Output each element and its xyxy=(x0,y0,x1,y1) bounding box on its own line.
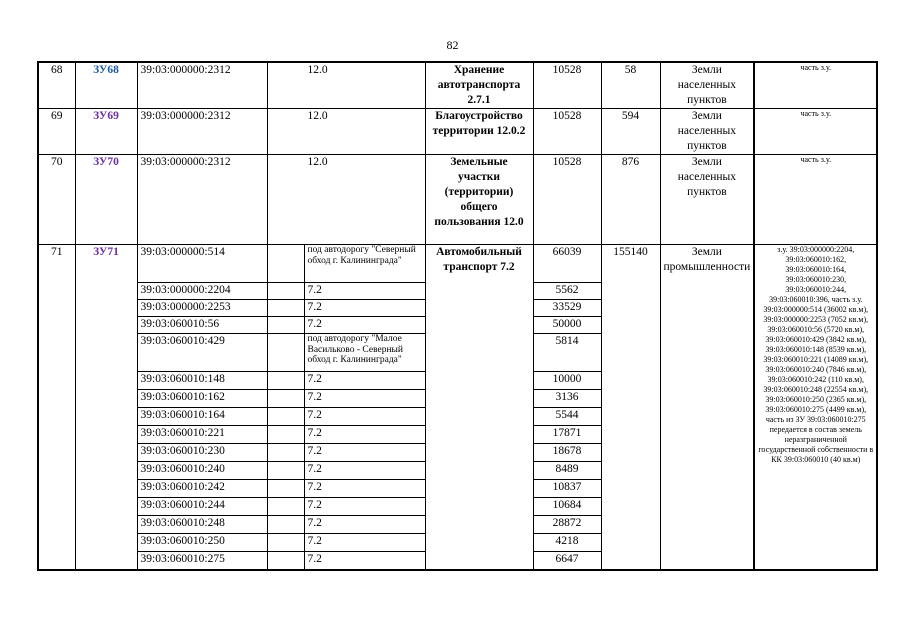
cadastral-number: 39:03:000000:2253 xyxy=(137,300,267,317)
row-number: 71 xyxy=(38,245,75,570)
purpose: Благоустройство территории 12.0.2 xyxy=(425,109,533,155)
spacer-cell xyxy=(267,552,304,570)
area: 10528 xyxy=(533,155,601,245)
page-number: 82 xyxy=(446,38,459,52)
note: часть з.у. xyxy=(754,155,877,245)
cadastral-number: 39:03:060010:240 xyxy=(137,462,267,480)
spacer-cell xyxy=(267,462,304,480)
cadastral-number: 39:03:000000:2312 xyxy=(137,109,267,155)
land-category: Земли промышленности xyxy=(660,245,754,570)
permitted-use: 12.0 xyxy=(267,109,425,155)
permitted-use: 7.2 xyxy=(304,480,425,498)
cadastral-number: 39:03:060010:162 xyxy=(137,390,267,408)
cadastral-number: 39:03:060010:244 xyxy=(137,498,267,516)
cadastral-number: 39:03:060010:429 xyxy=(137,334,267,372)
cadastral-number: 39:03:000000:2312 xyxy=(137,62,267,109)
permitted-use: 7.2 xyxy=(304,372,425,390)
table-row xyxy=(38,62,877,109)
note: часть з.у. xyxy=(754,62,877,109)
area: 10000 xyxy=(533,372,601,390)
cadastral-number: 39:03:060010:164 xyxy=(137,408,267,426)
permitted-use: 7.2 xyxy=(304,444,425,462)
part-area: 155140 xyxy=(601,245,660,570)
part-area: 594 xyxy=(601,109,660,155)
row-number: 69 xyxy=(38,109,75,155)
permitted-use: 7.2 xyxy=(304,283,425,300)
purpose: Хранение автотранспорта 2.7.1 xyxy=(425,62,533,109)
cadastral-number: 39:03:000000:2204 xyxy=(137,283,267,300)
permitted-use: под автодорогу "Северный обход г. Калининграда" xyxy=(304,245,425,283)
permitted-use: 7.2 xyxy=(304,300,425,317)
area: 5562 xyxy=(533,283,601,300)
permitted-use: 7.2 xyxy=(304,408,425,426)
land-category: Земли населенных пунктов xyxy=(660,109,754,155)
area: 4218 xyxy=(533,534,601,552)
note: часть з.у. xyxy=(754,109,877,155)
spacer-cell xyxy=(267,372,304,390)
permitted-use: 7.2 xyxy=(304,498,425,516)
spacer-cell xyxy=(267,516,304,534)
permitted-use: 7.2 xyxy=(304,462,425,480)
area: 10684 xyxy=(533,498,601,516)
cadastral-number: 39:03:060010:248 xyxy=(137,516,267,534)
permitted-use: 7.2 xyxy=(304,317,425,334)
permitted-use: 7.2 xyxy=(304,534,425,552)
cadastral-number: 39:03:060010:230 xyxy=(137,444,267,462)
spacer-cell xyxy=(267,444,304,462)
permitted-use: 12.0 xyxy=(267,155,425,245)
area: 5814 xyxy=(533,334,601,372)
area: 18678 xyxy=(533,444,601,462)
cadastral-number: 39:03:060010:250 xyxy=(137,534,267,552)
plot-code: ЗУ71 xyxy=(75,245,137,570)
spacer-cell xyxy=(267,317,304,334)
purpose: Автомобильный транспорт 7.2 xyxy=(425,245,533,570)
spacer-cell xyxy=(267,426,304,444)
area: 5544 xyxy=(533,408,601,426)
cadastral-number: 39:03:060010:275 xyxy=(137,552,267,570)
permitted-use: 7.2 xyxy=(304,426,425,444)
table-row xyxy=(38,109,877,155)
spacer-cell xyxy=(267,480,304,498)
area: 10837 xyxy=(533,480,601,498)
note: з.у. 39:03:000000:2204, 39:03:060010:162, 39:03:060010:164, 39:03:060010:230, 39:03:060010:244, 39:03:060010:396, часть з.у. 39:03:000000:514 (36002 кв.м), 39:03:000000:2253 (7052 кв.м), 39:03:060010:56 (5720 кв.м), 39:03:060010:429 (3842 кв.м), 39:03:060010:148 (8539 кв.м), 39:03:060010:221 (14089 кв.м), 39:03:060010:240 (7846 кв.м), 39:03:060010:242 (110 кв.м), 39:03:060010:248 (22554 кв.м), 39:03:060010:250 (2365 кв.м), 39:03:060010:275 (4499 кв.м), часть из ЗУ 39:03:060010:275 передается в состав земель неразграниченной государственной собственности в КК 39:03:060010 (40 кв.м) xyxy=(754,245,877,570)
area: 28872 xyxy=(533,516,601,534)
cadastral-number: 39:03:060010:242 xyxy=(137,480,267,498)
land-plots-table xyxy=(37,61,878,571)
spacer-cell xyxy=(267,408,304,426)
part-area: 876 xyxy=(601,155,660,245)
purpose: Земельные участки (территории) общего пользования 12.0 xyxy=(425,155,533,245)
spacer-cell xyxy=(267,283,304,300)
cadastral-number: 39:03:000000:514 xyxy=(137,245,267,283)
area: 17871 xyxy=(533,426,601,444)
permitted-use: под автодорогу "Малое Васильково - Северный обход г. Калининграда" xyxy=(304,334,425,372)
cadastral-number: 39:03:060010:221 xyxy=(137,426,267,444)
cadastral-number: 39:03:060010:56 xyxy=(137,317,267,334)
permitted-use: 12.0 xyxy=(267,62,425,109)
cadastral-number: 39:03:060010:148 xyxy=(137,372,267,390)
area: 6647 xyxy=(533,552,601,570)
area: 66039 xyxy=(533,245,601,283)
spacer-cell xyxy=(267,498,304,516)
area: 10528 xyxy=(533,109,601,155)
spacer-cell xyxy=(267,300,304,317)
area: 3136 xyxy=(533,390,601,408)
row-number: 70 xyxy=(38,155,75,245)
plot-code: ЗУ70 xyxy=(75,155,137,245)
cadastral-number: 39:03:000000:2312 xyxy=(137,155,267,245)
spacer-cell xyxy=(267,334,304,372)
spacer-cell xyxy=(267,245,304,283)
row-number: 68 xyxy=(38,62,75,109)
area: 10528 xyxy=(533,62,601,109)
area: 50000 xyxy=(533,317,601,334)
plot-code: ЗУ69 xyxy=(75,109,137,155)
plot-code: ЗУ68 xyxy=(75,62,137,109)
spacer-cell xyxy=(267,534,304,552)
permitted-use: 7.2 xyxy=(304,390,425,408)
table-row xyxy=(38,245,877,283)
permitted-use: 7.2 xyxy=(304,516,425,534)
spacer-cell xyxy=(267,390,304,408)
table-row xyxy=(38,155,877,245)
area: 33529 xyxy=(533,300,601,317)
permitted-use: 7.2 xyxy=(304,552,425,570)
part-area: 58 xyxy=(601,62,660,109)
land-category: Земли населенных пунктов xyxy=(660,62,754,109)
land-category: Земли населенных пунктов xyxy=(660,155,754,245)
area: 8489 xyxy=(533,462,601,480)
